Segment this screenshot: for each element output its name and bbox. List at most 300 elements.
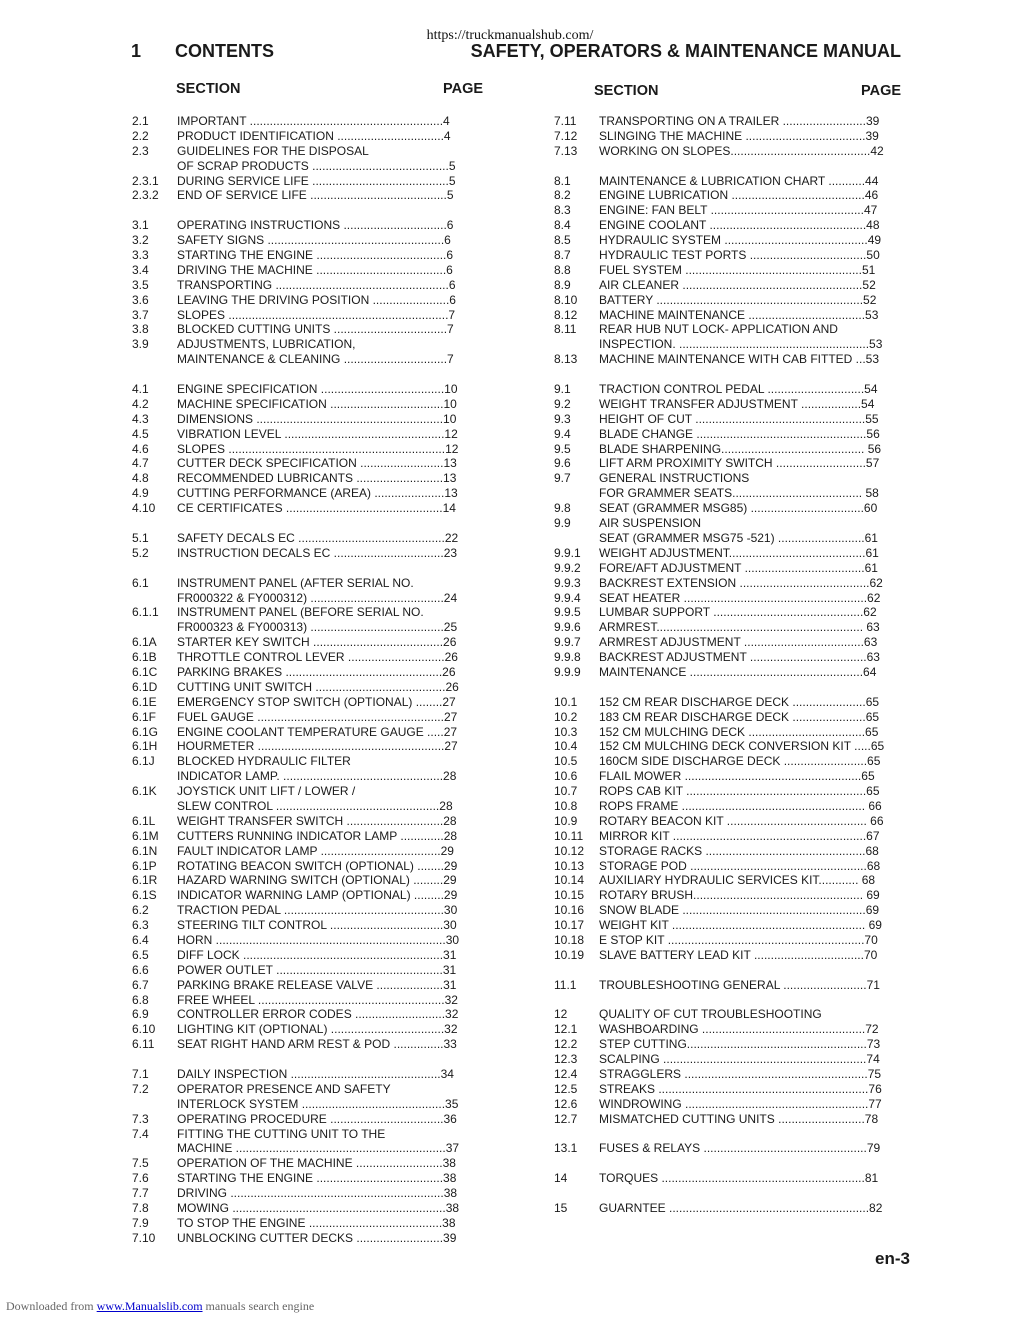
toc-entry[interactable] bbox=[132, 531, 477, 546]
toc-entry[interactable] bbox=[132, 188, 477, 203]
toc-entry[interactable] bbox=[554, 456, 899, 471]
toc-entry[interactable] bbox=[132, 263, 477, 278]
toc-section-number: 10.9 bbox=[554, 813, 578, 828]
toc-section-number: 9.9 bbox=[554, 516, 571, 531]
toc-entry[interactable] bbox=[132, 769, 477, 784]
toc-entry[interactable] bbox=[554, 188, 899, 203]
toc-entry[interactable] bbox=[132, 456, 477, 471]
toc-section-number: 6.2 bbox=[132, 903, 149, 918]
toc-section-number: 6.1 bbox=[132, 575, 149, 590]
toc-entry-title: ENGINE: FAN BELT ..............................................47 bbox=[599, 203, 878, 218]
toc-entry[interactable] bbox=[132, 1007, 477, 1022]
toc-entry-title: STREAKS ...............................................................76 bbox=[599, 1081, 882, 1096]
toc-entry-title: MIRROR KIT ..........................................................67 bbox=[599, 828, 880, 843]
toc-entry-title: GUIDELINES FOR THE DISPOSAL bbox=[177, 143, 369, 158]
toc-entry[interactable] bbox=[554, 605, 899, 620]
toc-entry[interactable] bbox=[132, 963, 477, 978]
toc-entry[interactable] bbox=[132, 1127, 477, 1142]
toc-entry-title: SLINGING THE MACHINE ....................................39 bbox=[599, 128, 879, 143]
toc-entry[interactable] bbox=[132, 680, 477, 695]
toc-entry[interactable] bbox=[132, 486, 477, 501]
toc-entry-title: SLOPES .................................................................12 bbox=[177, 441, 459, 456]
toc-section-number: 8.13 bbox=[554, 352, 578, 367]
toc-entry[interactable] bbox=[132, 397, 477, 412]
toc-entry[interactable] bbox=[132, 1141, 477, 1156]
toc-entry-title: TO STOP THE ENGINE ........................................38 bbox=[177, 1215, 456, 1230]
toc-entry[interactable] bbox=[554, 114, 899, 129]
toc-entry[interactable] bbox=[132, 322, 477, 337]
toc-entry[interactable] bbox=[132, 695, 477, 710]
toc-entry[interactable] bbox=[132, 352, 477, 367]
toc-entry[interactable] bbox=[554, 695, 899, 710]
toc-section-number: 2.2 bbox=[132, 128, 149, 143]
toc-entry[interactable] bbox=[554, 516, 899, 531]
toc-entry[interactable] bbox=[132, 993, 477, 1008]
toc-section-number: 6.1G bbox=[132, 724, 159, 739]
toc-entry[interactable] bbox=[132, 233, 477, 248]
toc-entry[interactable] bbox=[132, 620, 477, 635]
toc-entry[interactable] bbox=[132, 159, 477, 174]
toc-section-number: 10.2 bbox=[554, 709, 578, 724]
toc-section-number: 9.9.1 bbox=[554, 545, 581, 560]
toc-entry[interactable] bbox=[132, 829, 477, 844]
toc-entry-title: JOYSTICK UNIT LIFT / LOWER / bbox=[177, 784, 356, 799]
toc-entry-title: END OF SERVICE LIFE .........................................5 bbox=[177, 188, 454, 203]
toc-entry[interactable] bbox=[132, 784, 477, 799]
toc-entry[interactable] bbox=[554, 1112, 899, 1127]
toc-entry-title: SEAT (GRAMMER MSG85) ..................................60 bbox=[599, 501, 878, 516]
toc-entry[interactable] bbox=[132, 1022, 477, 1037]
toc-entry-title: LIGHTING KIT (OPTIONAL) ..................................32 bbox=[177, 1022, 458, 1037]
toc-entry[interactable] bbox=[132, 337, 477, 352]
toc-entry[interactable] bbox=[554, 531, 899, 546]
toc-entry[interactable] bbox=[554, 859, 899, 874]
toc-entry-title: 160CM SIDE DISCHARGE DECK .........................65 bbox=[599, 754, 881, 769]
toc-section-number: 6.1F bbox=[132, 709, 157, 724]
toc-entry[interactable] bbox=[132, 308, 477, 323]
toc-entry-title: BLADE CHANGE ...................................................56 bbox=[599, 426, 880, 441]
toc-entry[interactable] bbox=[132, 799, 477, 814]
toc-entry[interactable] bbox=[554, 1037, 899, 1052]
toc-section-number: 8.5 bbox=[554, 233, 571, 248]
toc-entry[interactable] bbox=[554, 412, 899, 427]
toc-entry[interactable] bbox=[554, 1067, 899, 1082]
toc-entry-title: INSTRUMENT PANEL (AFTER SERIAL NO. bbox=[177, 575, 414, 590]
toc-entry-title: SEAT (GRAMMER MSG75 -521) ..........................61 bbox=[599, 530, 878, 545]
toc-entry-title: LIFT ARM PROXIMITY SWITCH ...........................57 bbox=[599, 456, 880, 471]
toc-entry[interactable] bbox=[554, 1201, 899, 1216]
toc-entry[interactable] bbox=[132, 859, 477, 874]
toc-entry[interactable] bbox=[554, 978, 899, 993]
toc-entry-title: ROTATING BEACON SWITCH (OPTIONAL) ........29 bbox=[177, 858, 458, 873]
toc-section-number bbox=[554, 486, 599, 501]
toc-section-number: 9.6 bbox=[554, 456, 571, 471]
toc-entry[interactable] bbox=[554, 293, 899, 308]
toc-section-number: 9.2 bbox=[554, 396, 571, 411]
toc-entry[interactable] bbox=[132, 710, 477, 725]
right-section-heading: SECTION bbox=[594, 83, 659, 99]
toc-entry[interactable] bbox=[554, 382, 899, 397]
toc-entry-title: CE CERTIFICATES ...............................................14 bbox=[177, 501, 456, 516]
toc-entry[interactable] bbox=[554, 501, 899, 516]
toc-entry[interactable] bbox=[132, 650, 477, 665]
toc-entry-title: AIR SUSPENSION bbox=[599, 516, 702, 531]
toc-entry[interactable] bbox=[554, 814, 899, 829]
toc-entry-title: TRANSPORTING ON A TRAILER .........................39 bbox=[599, 114, 880, 128]
toc-entry[interactable] bbox=[132, 218, 477, 233]
toc-entry-title: MAINTENANCE & LUBRICATION CHART ...........44 bbox=[599, 173, 879, 188]
toc-section-number: 8.7 bbox=[554, 248, 571, 263]
toc-entry-title: QUALITY OF CUT TROUBLESHOOTING bbox=[599, 1007, 822, 1022]
toc-entry[interactable] bbox=[554, 918, 899, 933]
toc-entry-title: SLEW CONTROL .................................................28 bbox=[177, 798, 453, 813]
toc-entry-title: INSTRUMENT PANEL (BEFORE SERIAL NO. bbox=[177, 605, 424, 620]
toc-entry[interactable] bbox=[554, 650, 899, 665]
toc-section-number: 9.9.5 bbox=[554, 605, 581, 620]
toc-entry[interactable] bbox=[132, 1171, 477, 1186]
toc-entry[interactable] bbox=[554, 561, 899, 576]
toc-entry[interactable] bbox=[554, 203, 899, 218]
toc-entry-title: CUTTING PERFORMANCE (AREA) .....................13 bbox=[177, 486, 458, 501]
toc-section-number: 9.9.2 bbox=[554, 560, 581, 575]
toc-entry[interactable] bbox=[554, 948, 899, 963]
toc-section-number: 6.1S bbox=[132, 888, 157, 903]
chapter-number: 1 bbox=[131, 41, 142, 61]
toc-section-number: 10.11 bbox=[554, 828, 584, 843]
toc-section-number: 4.3 bbox=[132, 411, 149, 426]
toc-section-number: 10.8 bbox=[554, 798, 578, 813]
toc-section-number: 7.9 bbox=[132, 1215, 149, 1230]
toc-entry-title: ARMREST ADJUSTMENT ....................................63 bbox=[599, 635, 878, 650]
toc-section-number: 2.3.2 bbox=[132, 188, 159, 203]
toc-entry[interactable] bbox=[132, 114, 477, 129]
toc-entry-title: FITTING THE CUTTING UNIT TO THE bbox=[177, 1126, 386, 1141]
toc-entry-title: HOURMETER ........................................................27 bbox=[177, 739, 458, 754]
toc-entry[interactable] bbox=[132, 442, 477, 457]
toc-entry[interactable] bbox=[554, 546, 899, 561]
toc-entry[interactable] bbox=[132, 1201, 477, 1216]
toc-entry-title: CUTTERS RUNNING INDICATOR LAMP .............28 bbox=[177, 828, 458, 843]
toc-entry-title: LUMBAR SUPPORT .............................................62 bbox=[599, 605, 877, 620]
toc-entry-title: BATTERY ..............................................................52 bbox=[599, 292, 877, 307]
toc-entry[interactable] bbox=[132, 665, 477, 680]
toc-entry[interactable] bbox=[554, 1082, 899, 1097]
toc-entry[interactable] bbox=[554, 337, 899, 352]
toc-entry[interactable] bbox=[132, 605, 477, 620]
toc-entry[interactable] bbox=[554, 308, 899, 323]
toc-entry[interactable] bbox=[132, 1231, 477, 1246]
toc-spacer bbox=[554, 993, 899, 1008]
toc-entry[interactable] bbox=[554, 933, 899, 948]
right-page-heading: PAGE bbox=[861, 83, 902, 99]
toc-entry[interactable] bbox=[554, 263, 899, 278]
toc-entry-title: SNOW BLADE .......................................................69 bbox=[599, 903, 880, 918]
toc-entry[interactable] bbox=[132, 144, 477, 159]
toc-entry-title: STEERING TILT CONTROL ..................................30 bbox=[177, 918, 457, 933]
toc-entry[interactable] bbox=[132, 293, 477, 308]
toc-entry[interactable] bbox=[132, 844, 477, 859]
toc-section-number: 3.9 bbox=[132, 337, 149, 352]
source-url[interactable]: https://truckmanualshub.com/ bbox=[426, 28, 594, 43]
toc-entry[interactable] bbox=[132, 933, 477, 948]
toc-entry-title: AIR CLEANER ......................................................52 bbox=[599, 277, 876, 292]
toc-entry[interactable] bbox=[132, 725, 477, 740]
toc-entry[interactable] bbox=[554, 1097, 899, 1112]
toc-entry[interactable] bbox=[132, 501, 477, 516]
toc-entry[interactable] bbox=[132, 427, 477, 442]
toc-section-number: 12 bbox=[554, 1007, 568, 1022]
toc-entry[interactable] bbox=[554, 829, 899, 844]
toc-section-number: 10.16 bbox=[554, 903, 585, 918]
toc-entry[interactable] bbox=[132, 471, 477, 486]
toc-entry[interactable] bbox=[132, 918, 477, 933]
toc-spacer bbox=[132, 367, 477, 382]
toc-section-number: 3.4 bbox=[132, 262, 149, 277]
left-page-heading: PAGE bbox=[443, 81, 484, 97]
toc-section-number: 6.1P bbox=[132, 858, 157, 873]
toc-entry-title: RECOMMENDED LUBRICANTS ..........................13 bbox=[177, 471, 457, 486]
toc-section-number bbox=[554, 337, 599, 352]
toc-section-number bbox=[132, 1097, 177, 1112]
toc-entry-title: FUSES & RELAYS .................................................79 bbox=[599, 1141, 881, 1156]
toc-entry[interactable] bbox=[554, 1022, 899, 1037]
toc-section-number: 8.8 bbox=[554, 262, 571, 277]
toc-section-number: 12.5 bbox=[554, 1081, 578, 1096]
toc-entry-title: OF SCRAP PRODUCTS .........................................5 bbox=[177, 158, 456, 173]
toc-entry[interactable] bbox=[132, 591, 477, 606]
page-number: en-3 bbox=[875, 1249, 910, 1268]
toc-entry[interactable] bbox=[554, 322, 899, 337]
toc-section-number: 6.1M bbox=[132, 828, 159, 843]
toc-section-number: 6.1H bbox=[132, 739, 158, 754]
toc-section-number: 10.3 bbox=[554, 724, 578, 739]
toc-entry[interactable] bbox=[132, 248, 477, 263]
toc-entry[interactable] bbox=[132, 814, 477, 829]
toc-section-number: 7.2 bbox=[132, 1081, 149, 1096]
toc-entry-title: HYDRAULIC TEST PORTS ...................................50 bbox=[599, 248, 880, 263]
toc-section-number: 9.9.3 bbox=[554, 575, 581, 590]
toc-entry[interactable] bbox=[554, 352, 899, 367]
toc-entry-title: INDICATOR LAMP. ................................................28 bbox=[177, 769, 457, 784]
toc-section-number: 3.8 bbox=[132, 322, 149, 337]
toc-section-number: 10.19 bbox=[554, 947, 585, 962]
toc-entry-title: WEIGHT TRANSFER ADJUSTMENT ..................54 bbox=[599, 396, 875, 411]
toc-entry-title: THROTTLE CONTROL LEVER .............................26 bbox=[177, 650, 458, 665]
toc-entry[interactable] bbox=[132, 754, 477, 769]
toc-entry-title: OPERATOR PRESENCE AND SAFETY bbox=[177, 1081, 391, 1096]
toc-entry[interactable] bbox=[132, 1112, 477, 1127]
toc-entry-title: SLAVE BATTERY LEAD KIT .................................70 bbox=[599, 947, 878, 962]
toc-entry-title: HYDRAULIC SYSTEM ...........................................49 bbox=[599, 233, 882, 248]
toc-entry[interactable] bbox=[554, 888, 899, 903]
toc-section-number: 6.4 bbox=[132, 932, 149, 947]
toc-entry-title: LEAVING THE DRIVING POSITION .......................6 bbox=[177, 292, 456, 307]
toc-entry[interactable] bbox=[554, 873, 899, 888]
toc-section-number: 7.10 bbox=[132, 1230, 156, 1245]
toc-entry[interactable] bbox=[554, 442, 899, 457]
toc-entry-title: MOWING ................................................................38 bbox=[177, 1201, 460, 1216]
toc-entry[interactable] bbox=[132, 1037, 477, 1052]
toc-spacer bbox=[554, 963, 899, 978]
toc-section-number: 3.6 bbox=[132, 292, 149, 307]
toc-entry[interactable] bbox=[554, 1007, 899, 1022]
toc-section-number: 8.11 bbox=[554, 322, 577, 337]
toc-entry[interactable] bbox=[554, 739, 899, 754]
toc-entry-title: INDICATOR WARNING LAMP (OPTIONAL) .........29 bbox=[177, 888, 458, 903]
toc-section-number: 4.6 bbox=[132, 441, 149, 456]
toc-entry[interactable] bbox=[132, 978, 477, 993]
toc-entry[interactable] bbox=[132, 129, 477, 144]
toc-entry[interactable] bbox=[554, 799, 899, 814]
toc-entry[interactable] bbox=[132, 382, 477, 397]
toc-entry[interactable] bbox=[132, 174, 477, 189]
toc-entry[interactable] bbox=[554, 427, 899, 442]
toc-section-number: 4.9 bbox=[132, 486, 149, 501]
toc-entry-title: ADJUSTMENTS, LUBRICATION, bbox=[177, 337, 356, 352]
toc-entry[interactable] bbox=[554, 784, 899, 799]
toc-entry[interactable] bbox=[554, 233, 899, 248]
toc-section-number: 9.7 bbox=[554, 471, 571, 486]
toc-section-number: 15 bbox=[554, 1201, 568, 1216]
toc-section-number: 7.7 bbox=[132, 1186, 149, 1201]
toc-entry[interactable] bbox=[132, 1156, 477, 1171]
toc-entry[interactable] bbox=[132, 739, 477, 754]
toc-entry-title: WINDROWING .......................................................77 bbox=[599, 1096, 882, 1111]
toc-entry-title: BLOCKED CUTTING UNITS ..................................7 bbox=[177, 322, 454, 337]
toc-entry-title: FREE WHEEL ........................................................32 bbox=[177, 992, 458, 1007]
toc-entry[interactable] bbox=[132, 412, 477, 427]
toc-entry-title: HAZARD WARNING SWITCH (OPTIONAL) .........29 bbox=[177, 873, 457, 888]
toc-section-number: 12.4 bbox=[554, 1067, 578, 1081]
toc-entry[interactable] bbox=[554, 1052, 899, 1067]
toc-section-number: 5.1 bbox=[132, 530, 149, 545]
toc-section-number bbox=[132, 159, 177, 174]
toc-entry-title: STARTER KEY SWITCH .......................................26 bbox=[177, 635, 457, 650]
toc-entry-title: INSPECTION. .........................................................53 bbox=[599, 337, 883, 352]
toc-entry-title: WORKING ON SLOPES..........................................42 bbox=[599, 143, 884, 158]
toc-entry[interactable] bbox=[132, 576, 477, 591]
toc-section-number: 6.11 bbox=[132, 1037, 155, 1052]
toc-entry[interactable] bbox=[132, 948, 477, 963]
toc-entry[interactable] bbox=[132, 278, 477, 293]
toc-spacer bbox=[132, 561, 477, 576]
toc-entry[interactable] bbox=[132, 1097, 477, 1112]
toc-entry[interactable] bbox=[554, 397, 899, 412]
toc-section-number: 7.1 bbox=[132, 1067, 149, 1081]
toc-entry[interactable] bbox=[132, 1186, 477, 1201]
toc-entry[interactable] bbox=[554, 248, 899, 263]
toc-entry[interactable] bbox=[554, 725, 899, 740]
toc-section-number: 10.15 bbox=[554, 888, 585, 903]
toc-section-number: 10.7 bbox=[554, 784, 578, 799]
toc-section-number: 10.13 bbox=[554, 858, 585, 873]
toc-entry[interactable] bbox=[554, 471, 899, 486]
toc-entry-title: 183 CM REAR DISCHARGE DECK ......................65 bbox=[599, 709, 880, 724]
toc-section-number: 9.9.6 bbox=[554, 620, 581, 635]
toc-entry[interactable] bbox=[132, 1082, 477, 1097]
toc-entry[interactable] bbox=[554, 576, 899, 591]
toc-entry[interactable] bbox=[132, 903, 477, 918]
download-notice bbox=[6, 1299, 314, 1314]
toc-entry[interactable] bbox=[554, 710, 899, 725]
toc-entry[interactable] bbox=[554, 278, 899, 293]
toc-section-number: 7.6 bbox=[132, 1171, 149, 1186]
toc-entry-title: 152 CM MULCHING DECK ...................................65 bbox=[599, 724, 879, 739]
toc-section-number: 9.1 bbox=[554, 382, 571, 397]
toc-section-number: 10.5 bbox=[554, 754, 578, 769]
toc-entry-title: TROUBLESHOOTING GENERAL .........................71 bbox=[599, 977, 880, 992]
toc-entry[interactable] bbox=[132, 635, 477, 650]
toc-entry[interactable] bbox=[132, 1216, 477, 1231]
toc-entry-title: SAFETY DECALS EC ............................................22 bbox=[177, 530, 459, 545]
toc-entry-title: INSTRUCTION DECALS EC .................................23 bbox=[177, 545, 458, 560]
toc-entry[interactable] bbox=[554, 903, 899, 918]
toc-section-number: 9.3 bbox=[554, 411, 571, 426]
toc-section-number bbox=[132, 591, 177, 606]
toc-section-number: 8.3 bbox=[554, 203, 571, 218]
toc-entry[interactable] bbox=[554, 218, 899, 233]
toc-entry-title: STARTING THE ENGINE ......................................38 bbox=[177, 1171, 457, 1186]
toc-section-number: 8.4 bbox=[554, 218, 571, 233]
toc-section-number: 14 bbox=[554, 1171, 568, 1186]
toc-entry[interactable] bbox=[554, 1171, 899, 1186]
toc-entry[interactable] bbox=[554, 754, 899, 769]
toc-entry[interactable] bbox=[554, 620, 899, 635]
toc-entry[interactable] bbox=[554, 591, 899, 606]
toc-section-number: 7.12 bbox=[554, 128, 578, 143]
toc-entry-title: FR000322 & FY000312) ........................................24 bbox=[177, 590, 458, 605]
toc-entry[interactable] bbox=[132, 1067, 477, 1082]
toc-entry[interactable] bbox=[554, 174, 899, 189]
toc-section-number: 8.10 bbox=[554, 292, 578, 307]
toc-entry-title: ENGINE COOLANT ...............................................48 bbox=[599, 218, 880, 233]
toc-section-number: 9.9.7 bbox=[554, 635, 581, 650]
toc-entry-title: FUEL SYSTEM .....................................................51 bbox=[599, 262, 876, 277]
toc-section-number: 6.1D bbox=[132, 679, 158, 694]
toc-entry[interactable] bbox=[554, 1141, 899, 1156]
toc-entry[interactable] bbox=[132, 546, 477, 561]
toc-entry-title: BACKREST ADJUSTMENT ...................................63 bbox=[599, 650, 880, 665]
toc-entry-title: STARTING THE ENGINE .......................................6 bbox=[177, 248, 454, 263]
toc-section-number: 10.12 bbox=[554, 843, 585, 858]
toc-entry-title: REAR HUB NUT LOCK- APPLICATION AND bbox=[599, 322, 838, 337]
toc-section-number: 6.1K bbox=[132, 784, 157, 799]
toc-entry-title: WEIGHT TRANSFER SWITCH .............................28 bbox=[177, 813, 457, 828]
toc-entry[interactable] bbox=[554, 665, 899, 680]
toc-entry[interactable] bbox=[554, 144, 899, 159]
toc-section-number: 9.9.9 bbox=[554, 664, 581, 679]
toc-entry[interactable] bbox=[554, 844, 899, 859]
left-section-heading: SECTION bbox=[176, 81, 241, 97]
toc-section-number: 6.9 bbox=[132, 1007, 149, 1022]
right-toc-column bbox=[554, 114, 899, 1216]
toc-section-number bbox=[132, 769, 177, 784]
toc-entry[interactable] bbox=[554, 486, 899, 501]
toc-entry-title: FOR GRAMMER SEATS....................................... 58 bbox=[599, 486, 879, 501]
toc-entry[interactable] bbox=[132, 873, 477, 888]
toc-section-number: 3.7 bbox=[132, 307, 149, 322]
toc-section-number: 8.1 bbox=[554, 173, 571, 188]
toc-entry[interactable] bbox=[554, 129, 899, 144]
toc-entry[interactable] bbox=[554, 635, 899, 650]
toc-entry[interactable] bbox=[554, 769, 899, 784]
toc-section-number: 13.1 bbox=[554, 1141, 578, 1156]
manualslib-link[interactable]: www.Manualslib.com bbox=[96, 1299, 203, 1313]
toc-entry[interactable] bbox=[132, 888, 477, 903]
toc-entry-title: BACKREST EXTENSION .......................................62 bbox=[599, 575, 883, 590]
toc-spacer bbox=[132, 1052, 477, 1067]
toc-section-number: 4.10 bbox=[132, 501, 156, 516]
